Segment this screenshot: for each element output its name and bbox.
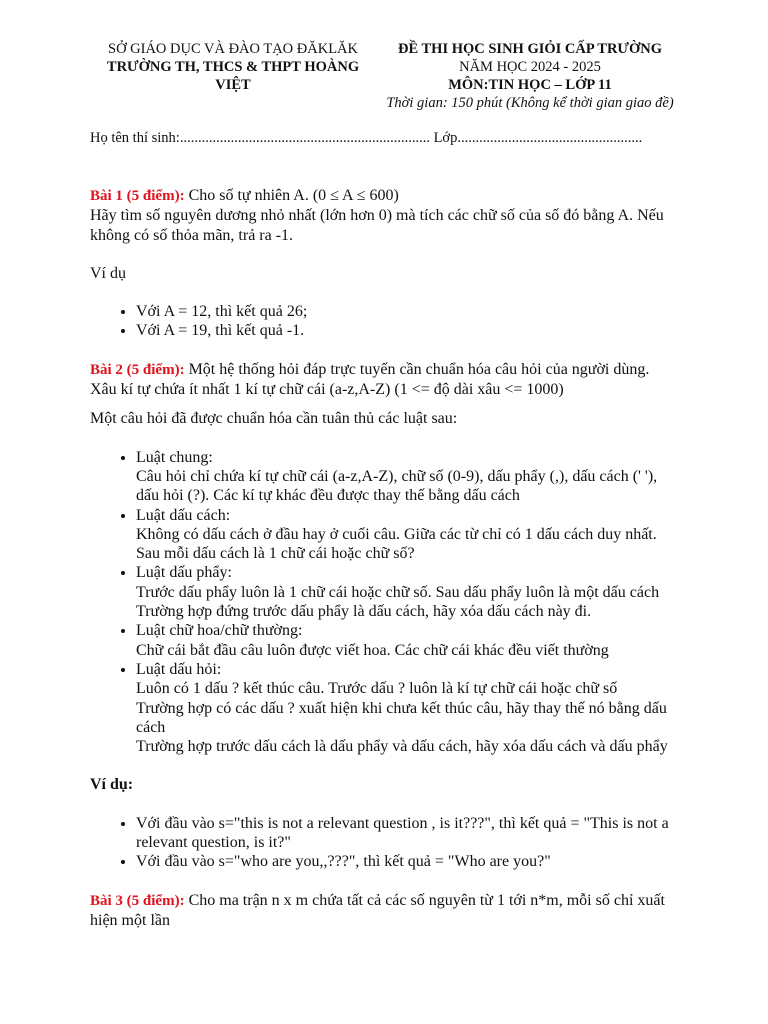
- rule-text: Trường hợp có các dấu ? xuất hiện khi chưa kết thúc câu, hãy thay thế nó bằng dấu cách: [136, 699, 667, 736]
- bai1-title: Bài 1 (5 điểm):: [90, 188, 185, 204]
- student-info-line: Họ tên thí sinh:..................................................................... Lớp...................................................: [90, 130, 643, 146]
- rule-name: • Luật chữ hoa/chữ thường:: [136, 622, 303, 640]
- list-item: • Với A = 12, thì kết quả 26;: [136, 302, 682, 321]
- rule-name: • Luật dấu phẩy:: [136, 564, 232, 582]
- rule-text: Không có dấu cách ở đầu hay ở cuối câu. Giữa các từ chỉ có 1 dấu cách duy nhất. Sau mỗi dấu cách là 1 chữ cái hoặc chữ số?: [136, 525, 657, 563]
- rule-text: Chữ cái bắt đầu câu luôn được viết hoa. Các chữ cái khác đều viết thường: [136, 641, 609, 659]
- list-item: • Với đầu vào s="who are you,,???", thì kết quả = "Who are you?": [136, 852, 682, 871]
- bai3-heading: [90, 891, 682, 931]
- bai2-example-label: Ví dụ:: [90, 776, 134, 794]
- list-item: [136, 660, 682, 756]
- exam-title: ĐỀ THI HỌC SINH GIỎI CẤP TRƯỜNG: [397, 41, 662, 57]
- exam-duration: Thời gian: 150 phút (Không kể thời gian giao đề): [386, 95, 674, 111]
- bai2-example-list: [90, 814, 682, 872]
- rule-text: Trước dấu phẩy luôn là 1 chữ cái hoặc chữ số. Sau dấu phẩy luôn là một dấu cách: [136, 583, 660, 601]
- rule-text: Câu hỏi chỉ chứa kí tự chữ cái (a-z,A-Z), chữ số (0-9), dấu phẩy (,), dấu cách (' '), dấu hỏi (?). Các kí tự khác đều được thay thế bằng dấu cách: [136, 467, 658, 505]
- exam-header: [88, 40, 680, 112]
- exam-info: [380, 40, 680, 112]
- school-year: NĂM HỌC 2024 - 2025: [459, 59, 601, 75]
- bai3-title: Bài 3 (5 điểm):: [90, 892, 185, 909]
- list-item: [136, 448, 682, 506]
- exam-content: [90, 186, 682, 930]
- bai2-rules-list: [90, 448, 682, 757]
- list-item: [136, 563, 682, 621]
- bai3-intro: Cho ma trận n x m chứa tất cả các số nguyên từ 1 tới n*m, mỗi số chỉ xuất hiện một lần: [90, 891, 665, 929]
- bai1-example-label: Ví dụ: [90, 264, 126, 282]
- school-name: TRƯỜNG TH, THCS & THPT HOÀNG VIỆT: [106, 59, 360, 93]
- rule-text: Trường hợp trước dấu cách là dấu phẩy và dấu cách, hãy xóa dấu cách và dấu phẩy: [136, 738, 668, 756]
- rule-text: Luôn có 1 dấu ? kết thúc câu. Trước dấu ? luôn là kí tự chữ cái hoặc chữ số: [136, 680, 618, 698]
- school-info: [88, 40, 378, 112]
- bai2-intro: Một hệ thống hỏi đáp trực tuyến cần chuẩn hóa câu hỏi của người dùng.: [184, 360, 650, 378]
- list-item: • Với A = 19, thì kết quả -1.: [136, 321, 682, 340]
- bai2-rules-intro: Một câu hỏi đã được chuẩn hóa cần tuân thủ các luật sau:: [90, 410, 458, 428]
- bai2-constraint: Xâu kí tự chứa ít nhất 1 kí tự chữ cái (a-z,A-Z) (1 <= độ dài xâu <= 1000): [90, 381, 564, 399]
- bai2-title: Bài 2 (5 điểm):: [90, 361, 185, 378]
- rule-name: • Luật dấu cách:: [136, 506, 231, 524]
- rule-name: • Luật dấu hỏi:: [136, 660, 222, 678]
- bai2-heading: [90, 360, 682, 380]
- bai1-heading: [90, 186, 682, 206]
- rule-name: • Luật chung:: [136, 448, 213, 466]
- list-item: • Với đầu vào s="this is not a relevant question , is it???", thì kết quả = "This is not a relevant question, is it?": [136, 814, 682, 853]
- list-item: [136, 506, 682, 564]
- subject-grade: MÔN:TIN HỌC – LỚP 11: [448, 77, 612, 93]
- bai1-description: Hãy tìm số nguyên dương nhỏ nhất (lớn hơn 0) mà tích các chữ số của số đó bằng A. Nếu không có số thỏa mãn, trả ra -1.: [90, 207, 664, 244]
- bai1-intro: Cho số tự nhiên A. (0 ≤ A ≤ 600): [184, 187, 399, 204]
- department-name: SỞ GIÁO DỤC VÀ ĐÀO TẠO ĐĂKLĂK: [108, 41, 358, 57]
- rule-text: Trường hợp đứng trước dấu phẩy là dấu cách, hãy xóa dấu cách này đi.: [136, 603, 592, 621]
- bai1-example-list: [90, 302, 682, 341]
- list-item: [136, 621, 682, 660]
